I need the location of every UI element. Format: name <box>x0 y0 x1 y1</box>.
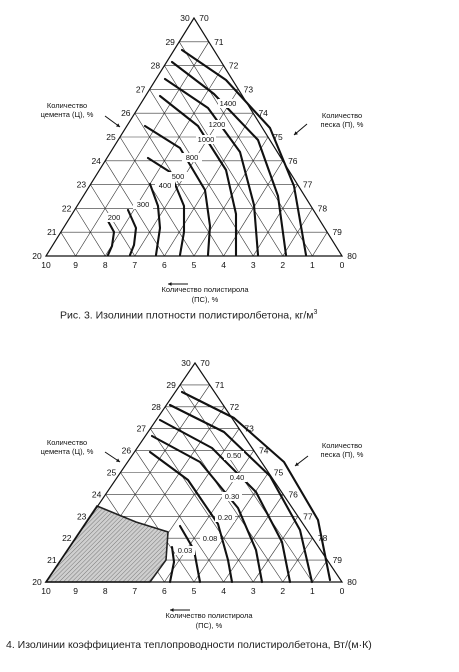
sand-tick-label: 75 <box>273 132 283 142</box>
cement-tick-label: 21 <box>47 555 57 566</box>
sand-tick-label: 80 <box>347 251 357 261</box>
polystyrene-tick-label: 9 <box>73 586 78 596</box>
sand-tick-label: 78 <box>317 533 328 544</box>
isoline-label: 0.03 <box>177 546 193 555</box>
thermal-conductivity-ternary-chart <box>32 358 364 630</box>
gridline <box>312 560 327 582</box>
polystyrene-tick-label: 7 <box>132 260 138 270</box>
cement-tick-label: 22 <box>62 533 72 544</box>
gridline <box>253 185 297 256</box>
cement-tick-label: 27 <box>135 84 146 95</box>
polystyrene-axis-title: Количество полистирола <box>161 285 249 294</box>
polystyrene-tick-label: 3 <box>250 586 256 596</box>
sand-tick-label: 80 <box>347 577 357 587</box>
cement-tick-label: 30 <box>181 358 191 368</box>
cement-axis-title: Количество <box>46 101 88 110</box>
cement-tick-label: 29 <box>165 36 175 47</box>
polystyrene-axis-title: (ПС), % <box>191 295 219 304</box>
sand-tick-label: 74 <box>259 445 269 456</box>
cement-tick-label: 26 <box>121 445 132 456</box>
cement-tick-label: 25 <box>106 467 117 478</box>
polystyrene-tick-label: 0 <box>339 260 345 270</box>
cement-tick-label: 28 <box>151 401 161 412</box>
cement-tick-label: 23 <box>76 511 87 522</box>
polystyrene-tick-label: 10 <box>41 260 51 270</box>
sand-tick-label: 79 <box>332 555 343 566</box>
cement-tick-label: 20 <box>32 577 42 587</box>
gridline <box>61 232 76 256</box>
polystyrene-tick-label: 10 <box>41 586 51 596</box>
isoline-label: 1200 <box>208 120 226 129</box>
sand-tick-label: 72 <box>228 60 239 71</box>
isoline-label: 0.30 <box>224 492 240 501</box>
polystyrene-tick-label: 1 <box>310 586 315 596</box>
sand-axis-title: Количество <box>321 441 363 450</box>
isoline-label: 0.20 <box>217 513 233 522</box>
sand-tick-label: 77 <box>303 511 313 522</box>
gridline <box>150 89 254 256</box>
sand-tick-label: 71 <box>214 379 225 390</box>
isoline-label: 300 <box>136 200 150 209</box>
sand-tick-label: 70 <box>199 13 209 23</box>
cement-tick-label: 23 <box>76 179 87 190</box>
gridline <box>312 232 327 256</box>
sand-tick-label: 75 <box>273 467 284 478</box>
figure-3-caption: Рис. 3. Изолинии плотности полистиролбетона, $кг/м^3$ <box>60 309 318 322</box>
sand-tick-label: 70 <box>200 358 210 368</box>
isoline-label: 400 <box>158 181 172 190</box>
polystyrene-tick-label: 5 <box>191 586 197 596</box>
sand-tick-label: 72 <box>229 401 240 412</box>
cement-tick-label: 29 <box>166 379 176 390</box>
polystyrene-tick-label: 6 <box>162 260 167 270</box>
polystyrene-tick-label: 5 <box>191 260 197 270</box>
cement-tick-label: 21 <box>47 227 57 238</box>
sand-axis-title: Количество <box>321 111 363 120</box>
cement-tick-label: 26 <box>121 108 131 119</box>
cement-tick-label: 30 <box>180 13 190 23</box>
polystyrene-tick-label: 8 <box>102 260 108 270</box>
polystyrene-axis-title: Количество полистирола <box>165 611 253 620</box>
gridline <box>194 473 269 583</box>
shaded-region <box>46 506 168 582</box>
isoline-label: 0.40 <box>229 473 245 482</box>
polystyrene-tick-label: 8 <box>102 586 108 596</box>
cement-tick-label: 25 <box>106 132 116 142</box>
polystyrene-tick-label: 9 <box>73 260 78 270</box>
sand-tick-label: 76 <box>288 155 298 166</box>
cement-tick-label: 24 <box>91 155 101 166</box>
polystyrene-tick-label: 1 <box>310 260 315 270</box>
isoline-label: 0.08 <box>202 534 218 543</box>
isoline-label: 200 <box>107 213 121 222</box>
isoline-label: 500 <box>171 172 185 181</box>
isoline <box>182 50 306 255</box>
cement-tick-label: 27 <box>136 423 147 434</box>
sand-tick-label: 78 <box>317 203 328 214</box>
polystyrene-tick-label: 0 <box>339 586 345 596</box>
sand-axis-title: песка (П), % <box>320 120 364 129</box>
cement-axis-title: цемента (Ц), % <box>40 447 94 456</box>
polystyrene-tick-label: 2 <box>280 260 286 270</box>
sand-tick-label: 77 <box>302 179 313 190</box>
sand-tick-label: 76 <box>288 489 298 500</box>
cement-tick-label: 22 <box>61 203 72 214</box>
polystyrene-tick-label: 7 <box>132 586 138 596</box>
sand-tick-label: 73 <box>244 423 254 434</box>
gridline <box>179 42 312 256</box>
isoline-label: 1400 <box>219 99 237 108</box>
cement-axis-title: цемента (Ц), % <box>40 110 94 119</box>
cement-tick-label: 28 <box>150 60 161 71</box>
isoline-label: 0.50 <box>226 451 242 460</box>
cement-tick-label: 20 <box>32 251 42 261</box>
sand-tick-label: 74 <box>258 108 268 119</box>
sand-tick-label: 73 <box>243 84 254 95</box>
polystyrene-axis-title: (ПС), % <box>195 621 223 630</box>
sand-tick-label: 79 <box>332 227 342 238</box>
isoline-label: 800 <box>185 153 199 162</box>
density-ternary-chart <box>32 13 364 304</box>
polystyrene-tick-label: 2 <box>280 586 286 596</box>
grid <box>61 42 327 256</box>
sand-tick-label: 71 <box>214 36 224 47</box>
sand-axis-title: песка (П), % <box>320 450 364 459</box>
isoline <box>165 79 258 255</box>
polystyrene-tick-label: 6 <box>162 586 167 596</box>
cement-axis-title: Количество <box>46 438 88 447</box>
isoline <box>170 547 174 582</box>
polystyrene-tick-label: 3 <box>250 260 256 270</box>
isoline-label: 1000 <box>197 135 215 144</box>
polystyrene-tick-label: 4 <box>221 260 226 270</box>
figure-4-caption: 4. Изолинии коэффициента теплопроводности полистиролбетона, Вт/(м·К) <box>6 639 372 651</box>
isoline <box>150 184 160 255</box>
cement-tick-label: 24 <box>91 489 102 500</box>
polystyrene-tick-label: 4 <box>221 586 226 596</box>
